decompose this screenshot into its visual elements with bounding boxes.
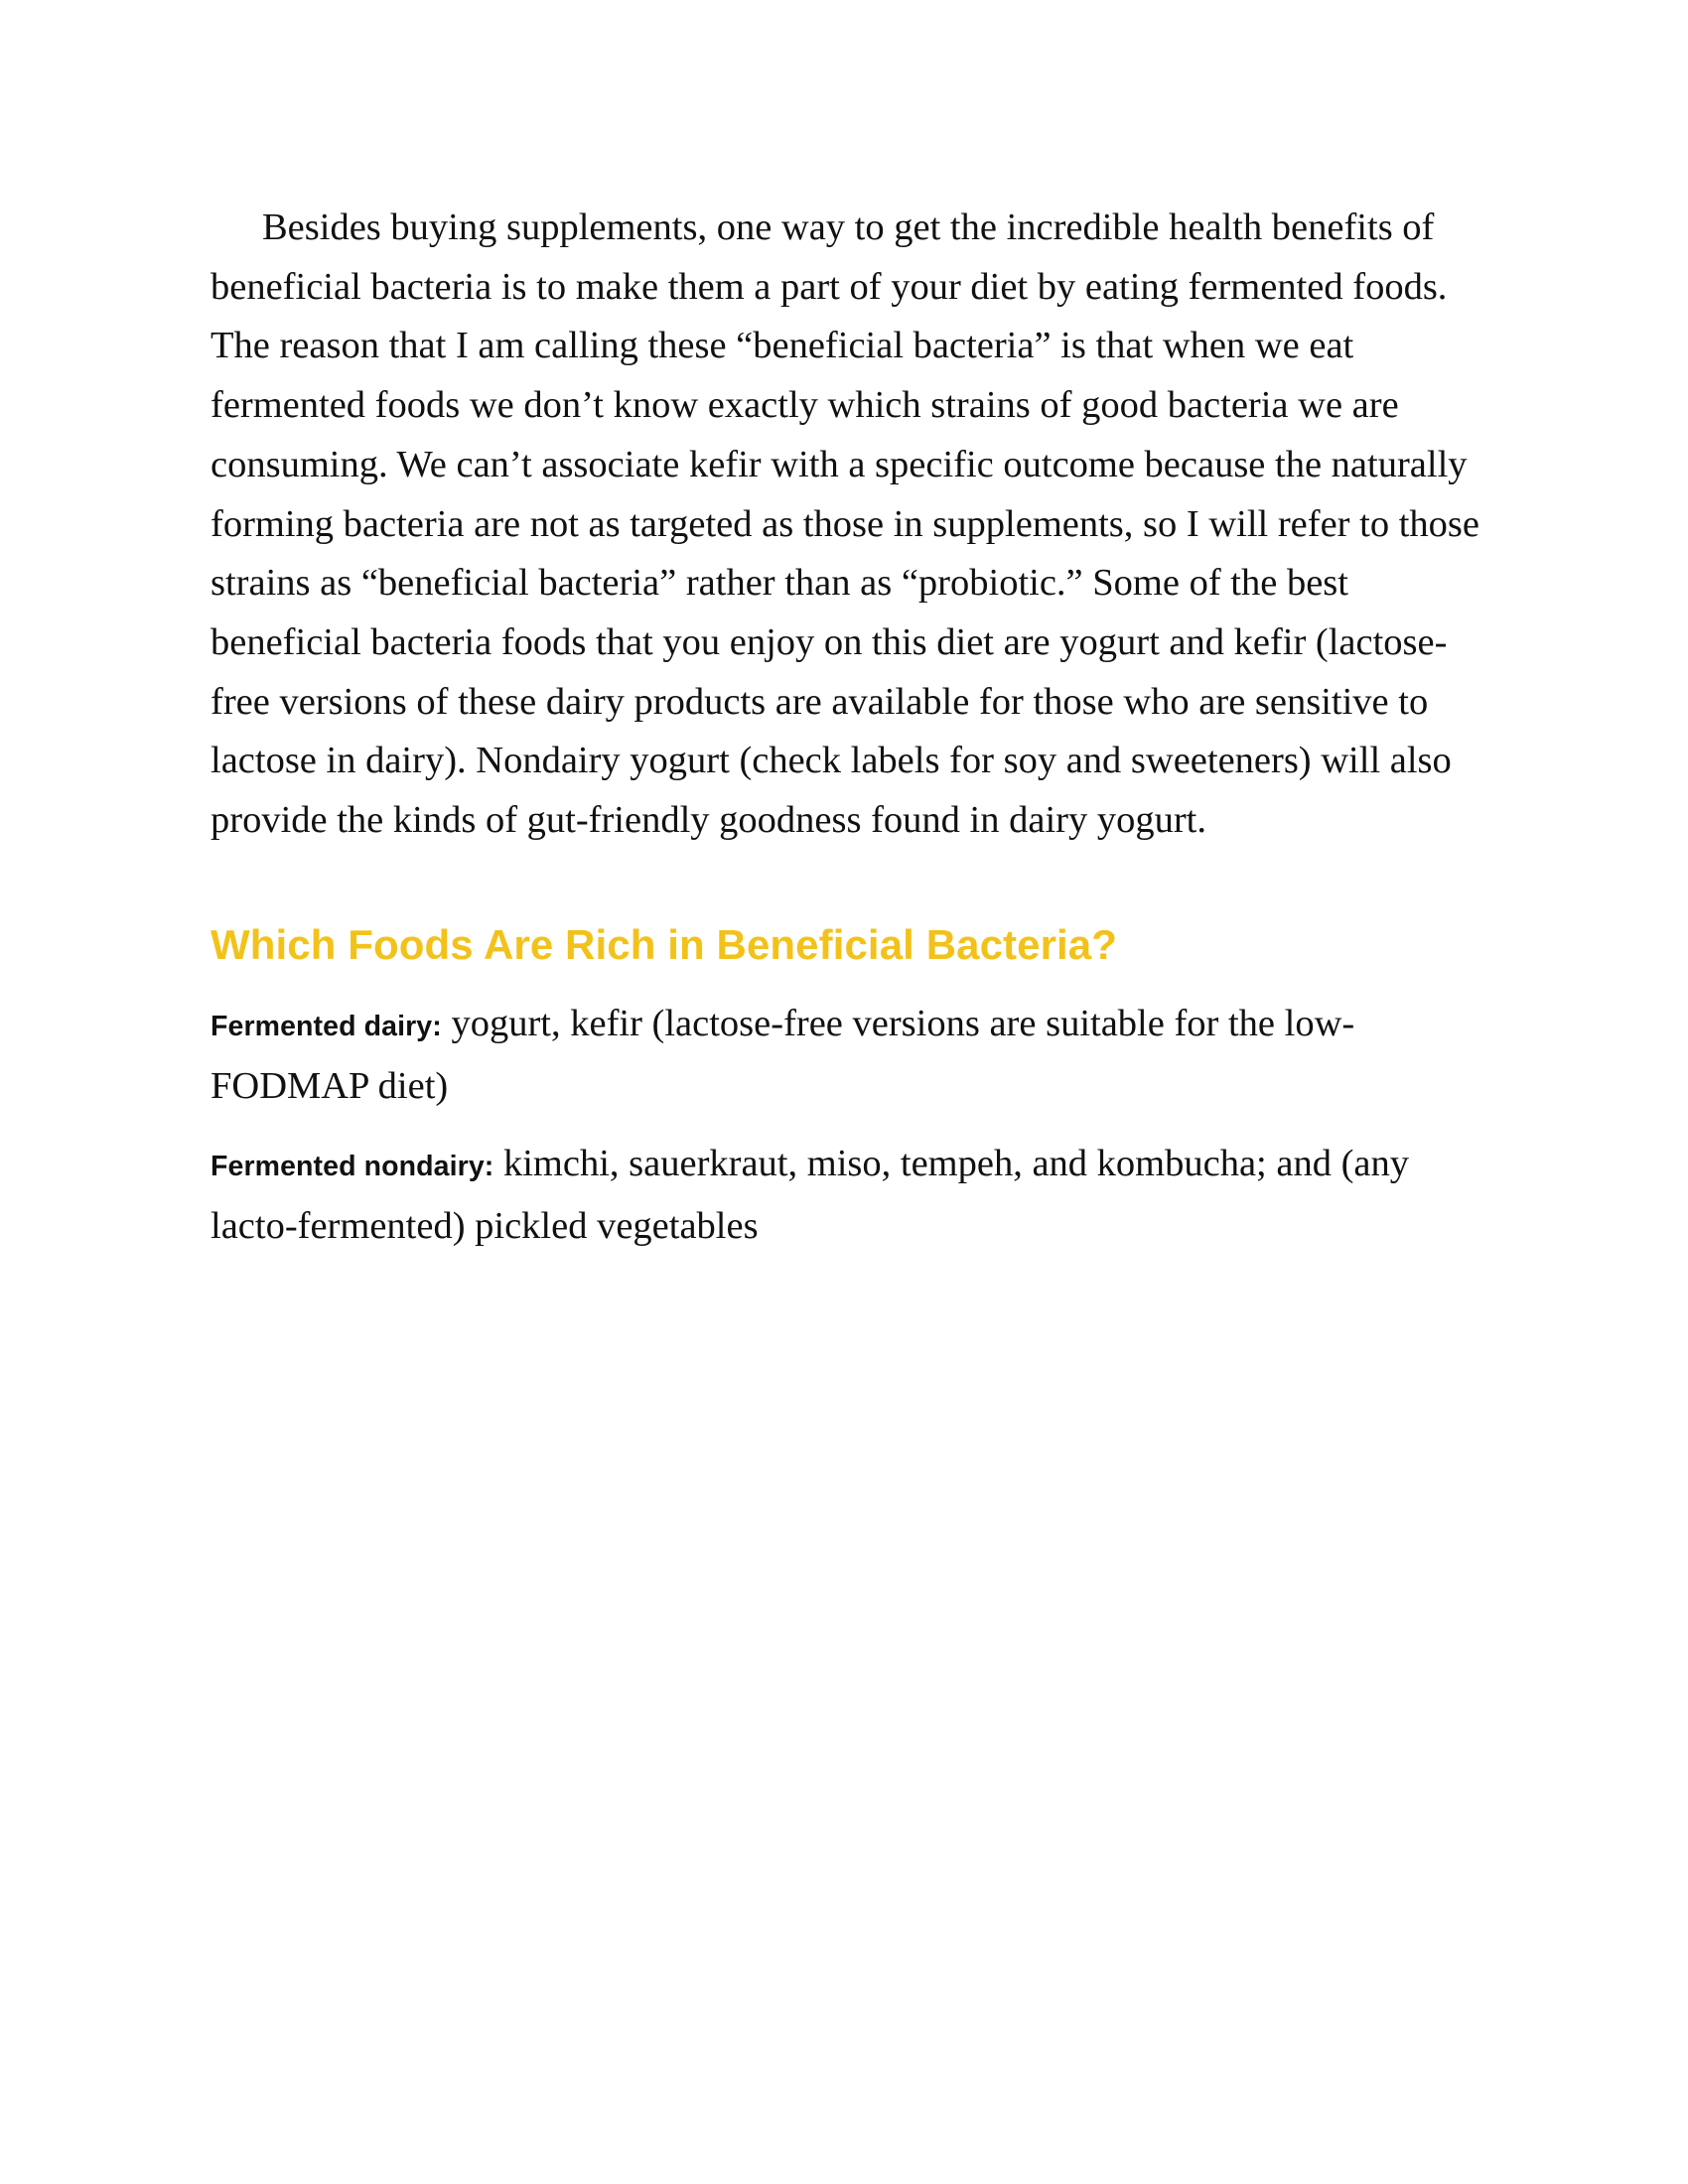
list-item-text: kimchi, sauerkraut, miso, tempeh, and kombucha; and (any lacto-fermented) pickled vegetables [211, 1142, 1409, 1247]
list-item-fermented-nondairy [211, 1134, 1491, 1256]
list-item-fermented-dairy [211, 994, 1491, 1116]
list-item-label: Fermented nondairy: [211, 1150, 494, 1182]
section-heading: Which Foods Are Rich in Beneficial Bacteria? [211, 920, 1118, 968]
page-content [211, 199, 1491, 1274]
list-item-text: yogurt, kefir (lactose-free versions are suitable for the low-FODMAP diet) [211, 1002, 1355, 1107]
food-list [211, 994, 1491, 1256]
intro-paragraph: Besides buying supplements, one way to get the incredible health benefits of beneficial bacteria is to make them a part of your diet by eating fermented foods. The reason that I am calling these “beneficial bacteria” is that when we eat fermented foods we don’t know exactly which strains of good bacteria we are consuming. We can’t associate kefir with a specific outcome because the naturally forming bacteria are not as targeted as those in supplements, so I will refer to those strains as “beneficial bacteria” rather than as “probiotic.” Some of the best beneficial bacteria foods that you enjoy on this diet are yogurt and kefir (lactose-free versions of these dairy products are available for those who are sensitive to lactose in dairy). Nondairy yogurt (check labels for soy and sweeteners) will also provide the kinds of gut-friendly goodness found in dairy yogurt. [211, 206, 1479, 842]
list-item-label: Fermented dairy: [211, 1010, 442, 1042]
